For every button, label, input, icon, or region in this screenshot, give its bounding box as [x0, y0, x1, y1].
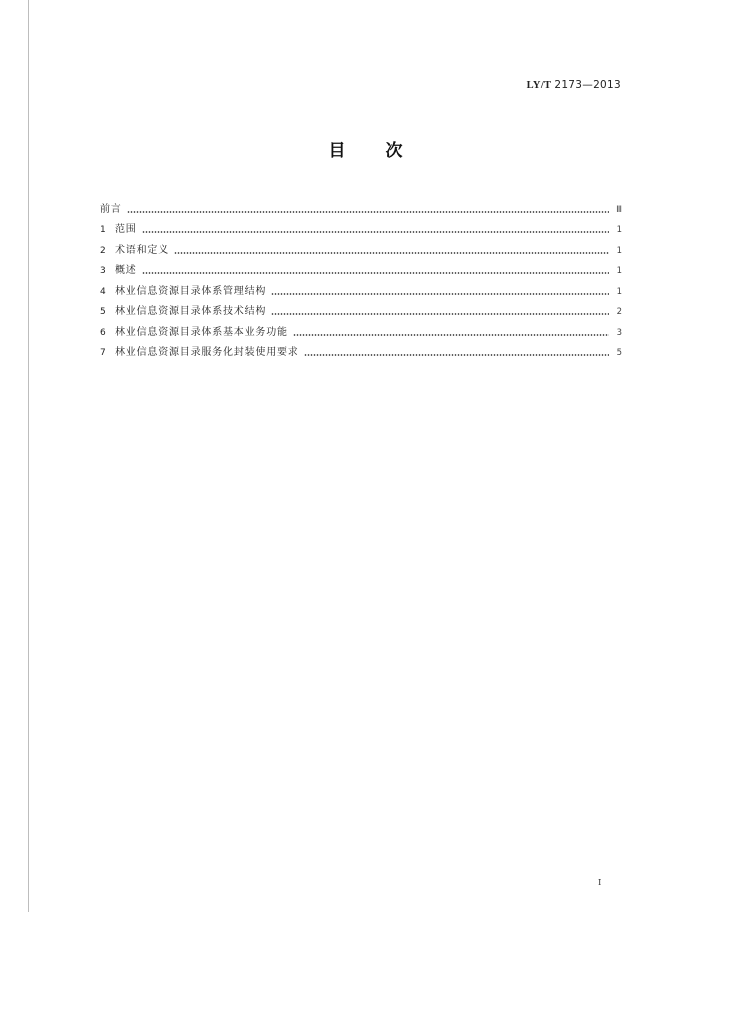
dot-leader	[271, 312, 609, 316]
toc-entry-page: 1	[616, 225, 622, 235]
toc-entry-label: 术语和定义	[115, 244, 169, 256]
toc-entry-label: 林业信息资源目录服务化封装使用要求	[115, 347, 299, 358]
table-of-contents	[100, 195, 622, 359]
dot-leader	[304, 353, 609, 357]
toc-entry-label: 前言	[100, 203, 122, 215]
toc-entry-foreword[interactable]	[100, 195, 622, 216]
standard-prefix: LY/T	[526, 80, 552, 91]
toc-entry-label: 概述	[115, 265, 137, 276]
toc-entry-label: 林业信息资源目录体系管理结构	[115, 285, 267, 297]
toc-entry-page: 1	[616, 286, 622, 297]
page-number: I	[598, 878, 602, 888]
dot-leader	[127, 210, 609, 214]
toc-entry-3[interactable]	[100, 257, 622, 278]
dot-leader	[142, 271, 609, 275]
toc-entry-page: 2	[616, 307, 622, 317]
toc-entry-number: 3	[100, 266, 106, 276]
toc-entry-page: 1	[616, 245, 622, 256]
toc-entry-1[interactable]	[100, 216, 622, 237]
dot-leader	[174, 251, 609, 255]
toc-entry-6[interactable]	[100, 318, 622, 339]
toc-entry-number: 1	[100, 225, 106, 235]
toc-entry-number: 4	[100, 286, 106, 297]
toc-entry-page: Ⅲ	[616, 204, 622, 215]
toc-entry-page: 1	[616, 266, 622, 276]
toc-entry-4[interactable]	[100, 277, 622, 298]
toc-entry-page: 5	[616, 348, 622, 358]
toc-entry-5[interactable]	[100, 298, 622, 319]
toc-entry-number: 2	[100, 245, 106, 256]
dot-leader	[142, 230, 609, 234]
page-title: 目次	[328, 141, 443, 161]
toc-entry-page: 3	[616, 327, 622, 338]
standard-code	[527, 79, 621, 91]
toc-entry-7[interactable]	[100, 339, 622, 360]
toc-entry-number: 6	[100, 327, 106, 338]
toc-entry-label: 林业信息资源目录体系基本业务功能	[115, 326, 288, 338]
dot-leader	[271, 292, 609, 296]
toc-entry-label: 范围	[115, 224, 137, 235]
toc-entry-number: 7	[100, 348, 106, 358]
toc-entry-2[interactable]	[100, 236, 622, 257]
toc-entry-number: 5	[100, 307, 106, 317]
dot-leader	[293, 333, 609, 337]
standard-number: 2173—2013	[554, 79, 621, 91]
toc-entry-label: 林业信息资源目录体系技术结构	[115, 306, 267, 317]
